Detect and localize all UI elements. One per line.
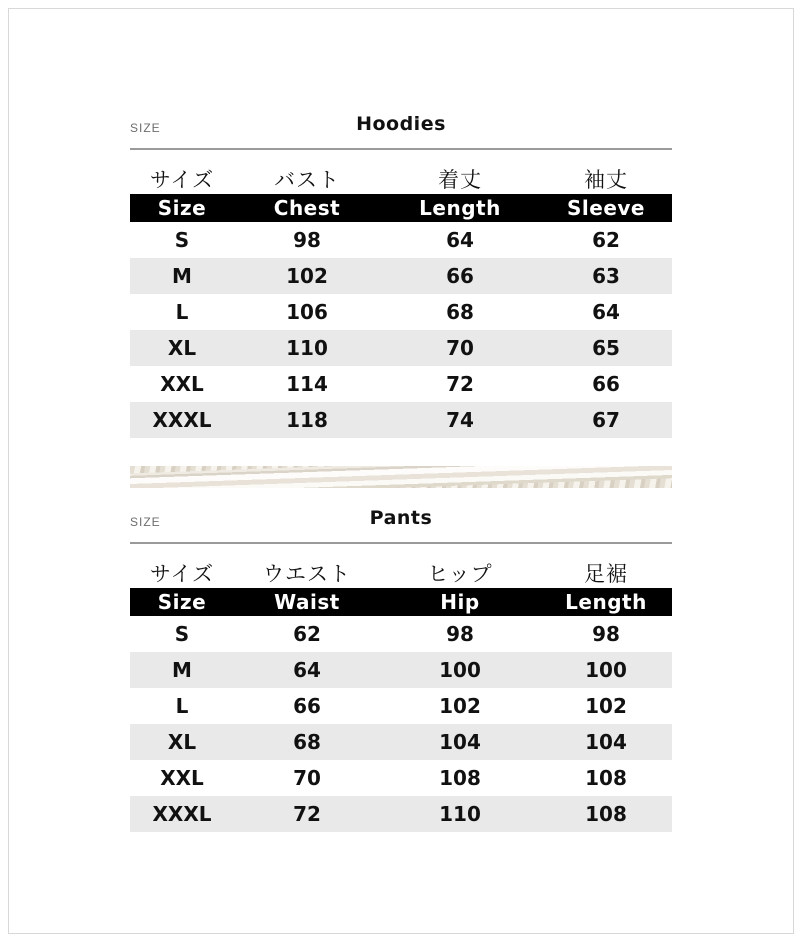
cell-length: 102 bbox=[585, 694, 627, 718]
size-table-pants bbox=[130, 554, 672, 832]
cell-size: XL bbox=[167, 336, 197, 360]
table-row bbox=[130, 258, 672, 294]
column-header-jp-size: サイズ bbox=[149, 168, 215, 192]
header-rule-hoodies bbox=[130, 148, 672, 150]
cell-size: M bbox=[172, 264, 192, 288]
cell-length: 108 bbox=[585, 766, 627, 790]
section-title-hoodies: Hoodies bbox=[356, 113, 446, 135]
cell-waist: 62 bbox=[293, 622, 321, 646]
table-row bbox=[130, 402, 672, 438]
table-header-row-en bbox=[130, 194, 672, 222]
column-header-en-length: Length bbox=[419, 196, 501, 220]
column-header-en-hip: Hip bbox=[440, 590, 480, 614]
cell-hip: 110 bbox=[439, 802, 481, 826]
product-photo-strip bbox=[130, 466, 672, 488]
cell-waist: 68 bbox=[293, 730, 321, 754]
column-header-en-waist: Waist bbox=[274, 590, 340, 614]
table-row bbox=[130, 760, 672, 796]
column-header-en-chest: Chest bbox=[273, 196, 341, 220]
table-header-row-jp bbox=[130, 160, 672, 194]
table-header-row-jp bbox=[130, 554, 672, 588]
cell-length: 64 bbox=[446, 228, 474, 252]
cell-waist: 66 bbox=[293, 694, 321, 718]
cell-size: XXL bbox=[160, 372, 204, 396]
cell-size: XXXL bbox=[152, 802, 212, 826]
cell-waist: 64 bbox=[293, 658, 321, 682]
cell-length: 68 bbox=[446, 300, 474, 324]
cell-sleeve: 65 bbox=[592, 336, 620, 360]
size-label-pants: SIZE bbox=[130, 515, 161, 529]
cell-size: L bbox=[175, 694, 189, 718]
cell-length: 108 bbox=[585, 802, 627, 826]
table-row bbox=[130, 366, 672, 402]
cell-size: XXL bbox=[160, 766, 204, 790]
column-header-en-length: Length bbox=[565, 590, 647, 614]
table-row bbox=[130, 222, 672, 258]
section-header-hoodies bbox=[130, 112, 672, 148]
cell-size: S bbox=[174, 228, 190, 252]
table-row bbox=[130, 724, 672, 760]
column-header-jp-hip: ヒップ bbox=[427, 562, 493, 586]
column-header-jp-waist: ウエスト bbox=[263, 562, 351, 586]
table-row bbox=[130, 294, 672, 330]
section-pants bbox=[130, 506, 672, 832]
size-table-hoodies bbox=[130, 160, 672, 438]
section-header-pants bbox=[130, 506, 672, 542]
cell-length: 104 bbox=[585, 730, 627, 754]
cell-size: M bbox=[172, 658, 192, 682]
column-header-jp-chest: バスト bbox=[274, 168, 340, 192]
cell-chest: 98 bbox=[293, 228, 321, 252]
cell-size: XXXL bbox=[152, 408, 212, 432]
cell-size: S bbox=[174, 622, 190, 646]
cell-chest: 118 bbox=[286, 408, 328, 432]
size-label-hoodies: SIZE bbox=[130, 121, 161, 135]
cell-hip: 98 bbox=[446, 622, 474, 646]
cell-length: 100 bbox=[585, 658, 627, 682]
cell-sleeve: 63 bbox=[592, 264, 620, 288]
cell-chest: 102 bbox=[286, 264, 328, 288]
table-header-row-en bbox=[130, 588, 672, 616]
cell-size: L bbox=[175, 300, 189, 324]
cell-chest: 114 bbox=[286, 372, 328, 396]
cell-length: 70 bbox=[446, 336, 474, 360]
cell-sleeve: 67 bbox=[592, 408, 620, 432]
cell-hip: 104 bbox=[439, 730, 481, 754]
cell-waist: 70 bbox=[293, 766, 321, 790]
table-row bbox=[130, 330, 672, 366]
cell-sleeve: 64 bbox=[592, 300, 620, 324]
cell-length: 72 bbox=[446, 372, 474, 396]
column-header-en-size: Size bbox=[157, 196, 207, 220]
cell-sleeve: 62 bbox=[592, 228, 620, 252]
cell-hip: 108 bbox=[439, 766, 481, 790]
cell-length: 74 bbox=[446, 408, 474, 432]
table-row bbox=[130, 616, 672, 652]
column-header-jp-length: 足裾 bbox=[584, 562, 628, 586]
column-header-en-sleeve: Sleeve bbox=[567, 196, 645, 220]
cell-waist: 72 bbox=[293, 802, 321, 826]
cell-hip: 100 bbox=[439, 658, 481, 682]
table-row bbox=[130, 796, 672, 832]
cell-length: 66 bbox=[446, 264, 474, 288]
cell-chest: 106 bbox=[286, 300, 328, 324]
cell-hip: 102 bbox=[439, 694, 481, 718]
column-header-jp-length: 着丈 bbox=[438, 168, 482, 192]
cell-sleeve: 66 bbox=[592, 372, 620, 396]
table-row bbox=[130, 688, 672, 724]
header-rule-pants bbox=[130, 542, 672, 544]
cell-length: 98 bbox=[592, 622, 620, 646]
column-header-en-size: Size bbox=[157, 590, 207, 614]
cell-size: XL bbox=[167, 730, 197, 754]
section-hoodies bbox=[130, 112, 672, 438]
column-header-jp-size: サイズ bbox=[149, 562, 215, 586]
section-title-pants: Pants bbox=[369, 507, 433, 529]
cell-chest: 110 bbox=[286, 336, 328, 360]
column-header-jp-sleeve: 袖丈 bbox=[584, 168, 628, 192]
table-row bbox=[130, 652, 672, 688]
